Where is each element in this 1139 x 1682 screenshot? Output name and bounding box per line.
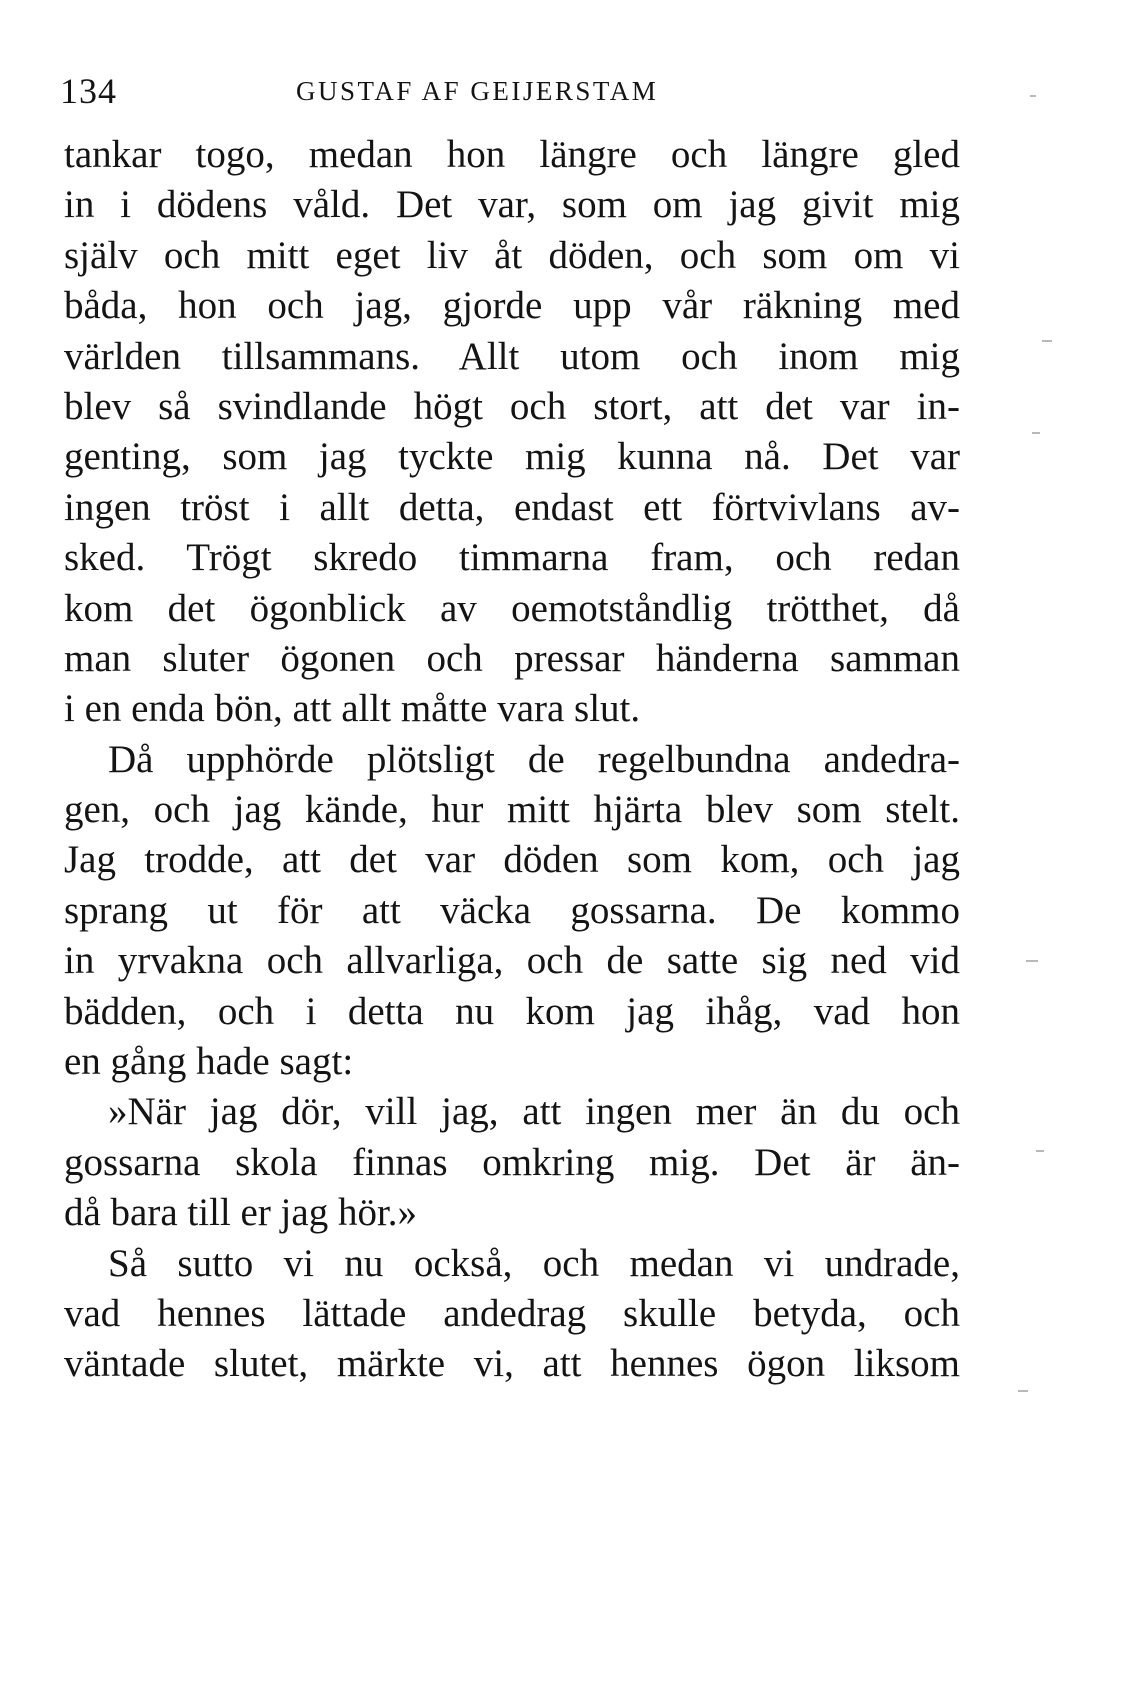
text-line: Jag trodde, att det var döden som kom, och jag xyxy=(64,838,960,882)
text-line: Då upphörde plötsligt de regelbundna andedra- xyxy=(108,737,960,781)
page-number: 134 xyxy=(60,71,117,111)
page-header xyxy=(60,70,960,120)
text-line: ingen tröst i allt detta, endast ett förtvivlans av- xyxy=(64,485,960,529)
text-line: vad hennes lättade andedrag skulle betyda, och xyxy=(64,1291,960,1335)
scan-speck xyxy=(1042,340,1052,342)
scan-speck xyxy=(1026,960,1038,962)
text-line: in i dödens våld. Det var, som om jag givit mig xyxy=(64,183,960,227)
scan-speck xyxy=(1030,95,1036,97)
text-line: kom det ögonblick av oemotståndlig trötthet, då xyxy=(64,586,960,630)
text-line: man sluter ögonen och pressar händerna samman xyxy=(64,636,960,680)
running-head: GUSTAF AF GEIJERSTAM xyxy=(296,76,659,106)
text-line: en gång hade sagt: xyxy=(64,1040,354,1084)
text-line: Så sutto vi nu också, och medan vi undrade, xyxy=(108,1241,960,1285)
text-line: i en enda bön, att allt måtte vara slut. xyxy=(64,687,641,731)
text-line: tankar togo, medan hon längre och längre gled xyxy=(64,133,960,176)
paragraph xyxy=(64,735,960,1088)
body-text xyxy=(64,130,960,1390)
paragraph xyxy=(64,130,960,735)
text-line: sked. Trögt skredo timmarna fram, och redan xyxy=(64,536,960,580)
quote-paragraph xyxy=(64,1087,960,1238)
text-line: själv och mitt eget liv åt döden, och som om vi xyxy=(64,233,960,277)
scan-speck xyxy=(1018,1390,1028,1392)
text-line: sprang ut för att väcka gossarna. De kommo xyxy=(64,888,960,932)
scan-speck xyxy=(1032,432,1040,434)
text-line: båda, hon och jag, gjorde upp vår räkning med xyxy=(64,284,960,328)
paragraph xyxy=(64,1239,960,1390)
text-line: blev så svindlande högt och stort, att det var in- xyxy=(64,384,960,428)
text-line: då bara till er jag hör.» xyxy=(64,1191,418,1235)
text-line: genting, som jag tyckte mig kunna nå. Det var xyxy=(64,435,960,479)
text-line: väntade slutet, märkte vi, att hennes ögon liksom xyxy=(64,1342,960,1386)
text-line: gen, och jag kände, hur mitt hjärta blev som stelt. xyxy=(64,788,960,832)
text-line: gossarna skola finnas omkring mig. Det är än- xyxy=(64,1140,960,1184)
text-line: bädden, och i detta nu kom jag ihåg, vad hon xyxy=(64,989,960,1033)
scan-speck xyxy=(1036,1150,1044,1152)
text-line: in yrvakna och allvarliga, och de satte sig ned vid xyxy=(64,939,960,983)
text-line: världen tillsammans. Allt utom och inom mig xyxy=(64,334,960,378)
text-line: »När jag dör, vill jag, att ingen mer än du och xyxy=(108,1090,960,1134)
